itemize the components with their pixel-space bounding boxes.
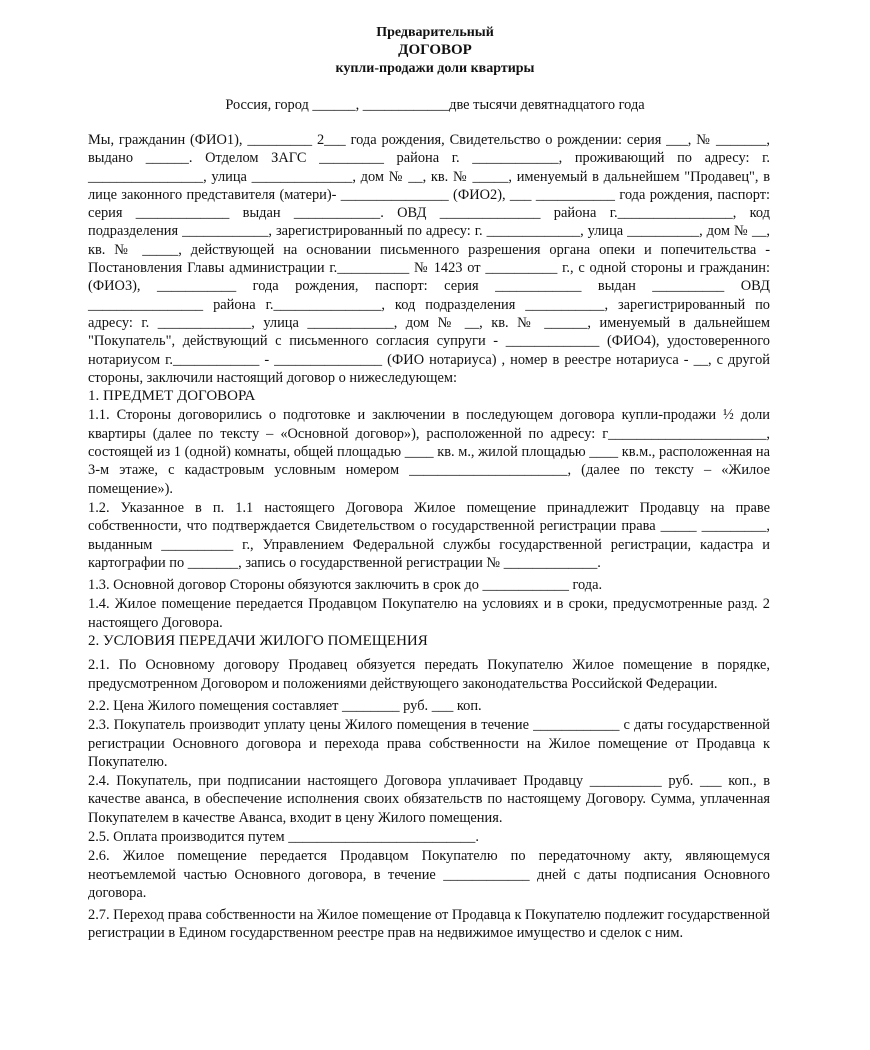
clause-2-5: 2.5. Оплата производится путем __________________________. bbox=[88, 828, 479, 845]
clause-2-6: 2.6. Жилое помещение передается Продавцом Покупателю по передаточному акту, являющемуся неотъемлемой частью Основного договора, в течение ____________ дней с даты подписания Основного договора. bbox=[88, 848, 770, 901]
section-2-title: 2. УСЛОВИЯ ПЕРЕДАЧИ ЖИЛОГО ПОМЕЩЕНИЯ bbox=[88, 633, 428, 650]
document-title: ДОГОВОР bbox=[398, 42, 472, 58]
parties-paragraph: Мы, гражданин (ФИО1), _________ 2___ года рождения, Свидетельство о рождении: серия ___, № _______, выдано ______. Отделом ЗАГС _________ района г. ____________, проживающий по адресу: г. ________________, улица ______________, дом № __, кв. № _____, именуемый в дальнейшем "Продавец", в лице законного представителя (матери)- _______________ (ФИО2), ___ ___________ года рождения, паспорт: серия _____________ выдан ____________. ОВД ______________ района г.________________, код подразделения ____________, зарегистрированный по адресу: г. _____________, улица __________, дом № __, кв. № _____, действующей на основании письменного разрешения органа опеки и попечительства - Постановления Главы администрации г.__________ № 1423 от __________ г., с одной стороны и гражданин: (ФИО3), ___________ года рождения, паспорт: серия ____________ выдан __________ ОВД ________________ района г._______________, код подразделения ___________, зарегистрированный по адресу: г. _____________, улица ____________, дом № __, кв. № ______, именуемый в дальнейшем "Покупатель", действующий с письменного согласия супруги - _____________ (ФИО4), удостоверенного нотариусом г.____________ - _______________ (ФИО нотариуса) , номер в реестре нотариуса - __, с другой стороны, заключили настоящий договор о нижеследующем: bbox=[88, 132, 770, 386]
section-1-title: 1. ПРЕДМЕТ ДОГОВОРА bbox=[88, 388, 256, 405]
clause-2-1: 2.1. По Основному договору Продавец обязуется передать Покупателю Жилое помещение в порядке, предусмотренном Договором и положениями действующего законодательства Российской Федерации. bbox=[88, 657, 770, 692]
document-subtitle: купли-продажи доли квартиры bbox=[335, 61, 535, 76]
clause-2-2: 2.2. Цена Жилого помещения составляет ________ руб. ___ коп. bbox=[88, 697, 482, 714]
document-body bbox=[88, 131, 770, 943]
clause-1-3: 1.3. Основной договор Стороны обязуются заключить в срок до ____________ года. bbox=[88, 577, 603, 594]
document-title-kind: Предварительный bbox=[376, 25, 494, 40]
place-date-line: Россия, город ______, ____________две тысячи девятнадцатого года bbox=[225, 97, 645, 113]
clause-1-4: 1.4. Жилое помещение передается Продавцом Покупателю на условиях и в сроки, предусмотренные разд. 2 настоящего Договора. bbox=[88, 596, 770, 631]
clause-2-7: 2.7. Переход права собственности на Жилое помещение от Продавца к Покупателю подлежит государственной регистрации в Едином государственном реестре прав на недвижимое имущество и сделок с ним. bbox=[88, 907, 770, 942]
clause-2-4: 2.4. Покупатель, при подписании настоящего Договора уплачивает Продавцу __________ руб. ___ коп., в качестве аванса, в обеспечение исполнения своих обязательств по настоящему Договору. Сумма, уплаченная Покупателем в качестве Аванса, входит в цену Жилого помещения. bbox=[88, 773, 770, 826]
clause-2-3: 2.3. Покупатель производит уплату цены Жилого помещения в течение ____________ с даты государственной регистрации Основного договора и перехода права собственности на Жилое помещение от Продавца к Покупателю. bbox=[88, 717, 770, 770]
clause-1-1: 1.1. Стороны договорились о подготовке и заключении в последующем договора купли-продажи ½ доли квартиры (далее по тексту – «Основной договор»), расположенной по адресу: г______________________, состоящей из 1 (одной) комнаты, общей площадью ____ кв. м., жилой площадью ____ кв.м., расположенная на 3-м этаже, с кадастровым условным номером ______________________, (далее по тексту – «Жилое помещение»). bbox=[88, 407, 770, 497]
clause-1-2: 1.2. Указанное в п. 1.1 настоящего Договора Жилое помещение принадлежит Продавцу на праве собственности, что подтверждается Свидетельством о государственной регистрации права _____ _________, выданным __________ г., Управлением Федеральной службы государственной регистрации, кадастра и картографии по _______, запись о государственной регистрации № _____________. bbox=[88, 499, 770, 571]
